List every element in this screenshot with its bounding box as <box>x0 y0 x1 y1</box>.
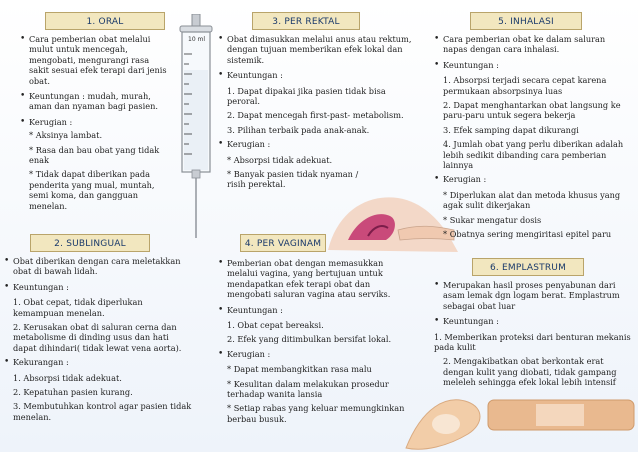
rektal-keuntungan-1: 1. Dapat dipakai jika pasien tidak bisa peroral. <box>227 85 386 107</box>
syringe-label: 10 ml <box>188 36 206 43</box>
inhalasi-keuntungan-2: 2. Dapat menghantarkan obat langsung ke paru-paru untuk segera bekerja <box>443 100 621 121</box>
rektal-section <box>218 34 416 194</box>
header-sublingual: 2. SUBLINGUAL <box>30 234 150 252</box>
oral-kerugian-2: * Rasa dan bau obat yang tidak enak <box>29 144 160 166</box>
vaginam-keuntungan-1: 1. Obat cepat bereaksi. <box>227 320 324 331</box>
bandage-icon <box>402 388 638 452</box>
vaginam-keuntungan-2: 2. Efek yang ditimbulkan bersifat lokal. <box>227 334 392 345</box>
vaginam-kerugian-3: * Setiap rabas yang keluar memungkinkan berbau busuk. <box>227 403 405 424</box>
emplastrum-description: • Merupakan hasil proses penyabunan dari asam lemak dgn logam berat. Emplastrum sebagai obat luar <box>434 280 632 311</box>
inhalasi-keuntungan-3: 3. Efek samping dapat dikurangi <box>443 124 579 135</box>
rektal-kerugian-1: * Absorpsi tidak adekuat. <box>227 154 333 165</box>
rektal-keuntungan-3: 3. Pilihan terbaik pada anak-anak. <box>227 124 370 135</box>
inhalasi-kerugian-1: * Diperlukan alat dan metoda khusus yang agak sulit dikerjakan <box>443 189 621 211</box>
sublingual-kekurangan-1: 1. Absorpsi tidak adekuat. <box>13 372 122 383</box>
oral-description: • Cara pemberian obat melalui mulut untuk mencegah, mengobati, mengurangi rasa sakit sesuai efek terapi dari jenis obat. <box>20 34 170 86</box>
sublingual-kekurangan-3: 3. Membutuhkan kontrol agar pasien tidak menelan. <box>13 401 192 422</box>
syringe-icon <box>172 14 220 240</box>
inhalasi-keuntungan-label: • Keuntungan : <box>434 60 632 70</box>
vaginam-description: • Pemberian obat dengan memasukkan melalui vagina, yang bertujuan untuk mendapatkan efek terapi obat dan mengobati saluran vagina atau serviks. <box>218 258 414 300</box>
emplastrum-keuntungan-label: • Keuntungan : <box>434 316 632 326</box>
sublingual-kekurangan-2: 2. Kepatuhan pasien kurang. <box>13 387 133 398</box>
rektal-kerugian-2: * Banyak pasien tidak nyaman / risih perektal. <box>227 169 359 190</box>
emplastrum-section <box>434 280 632 392</box>
emplastrum-keuntungan-2: 2. Mengakibatkan obat berkontak erat dengan kulit yang diobati, tidak gampang meleleh sehingga efek lokal lebih intensif <box>443 356 617 388</box>
sublingual-keuntungan-2: 2. Kerusakan obat di saluran cerna dan metabolisme di dinding usus dan hati dapat dihindari( tidak lewat vena aorta). <box>13 322 182 353</box>
header-oral: 1. ORAL <box>45 12 165 30</box>
sublingual-section <box>4 256 194 426</box>
rektal-keuntungan-2: 2. Dapat mencegah first-past- metabolism. <box>227 110 404 121</box>
inhalasi-kerugian-3: * Obatnya sering mengiritasi epitel paru <box>443 229 612 240</box>
vaginam-kerugian-label: • Kerugian : <box>218 349 414 359</box>
oral-kerugian-label: • Kerugian : <box>20 117 170 127</box>
rektal-kerugian-label: • Kerugian : <box>218 139 416 149</box>
inhalasi-description: • Cara pemberian obat ke dalam saluran napas dengan cara inhalasi. <box>434 34 632 55</box>
vaginam-kerugian-1: * Dapat membangkitkan rasa malu <box>227 364 372 375</box>
rektal-description: • Obat dimasukkan melalui anus atau rektum, dengan tujuan memberikan efek lokal dan sistemik. <box>218 34 416 65</box>
inhalasi-kerugian-2: * Sukar mengatur dosis <box>443 214 542 225</box>
sublingual-description: • Obat diberikan dengan cara meletakkan obat di bawah lidah. <box>4 256 194 277</box>
header-emplastrum: 6. EMPLASTRUM <box>472 258 584 276</box>
header-inhalasi: 5. INHALASI <box>470 12 582 30</box>
sublingual-keuntungan-1: 1. Obat cepat, tidak diperlukan kemampuan menelan. <box>13 297 143 318</box>
sublingual-keuntungan-label: • Keuntungan : <box>4 282 194 292</box>
emplastrum-keuntungan-1: 1. Memberikan proteksi dari benturan mekanis pada kulit <box>434 331 631 353</box>
header-rektal: 3. PER REKTAL <box>252 12 360 30</box>
oral-keuntungan: • Keuntungan : mudah, murah, aman dan nyaman bagi pasien. <box>20 91 170 112</box>
oral-section <box>20 34 170 215</box>
sublingual-kekurangan-label: • Kekurangan : <box>4 357 194 367</box>
inhalasi-kerugian-label: • Kerugian : <box>434 174 632 184</box>
inhalasi-keuntungan-1: 1. Absorpsi terjadi secara cepat karena permukaan absorpsinya luas <box>443 75 607 96</box>
vaginam-section <box>218 258 414 428</box>
oral-kerugian-1: * Aksinya lambat. <box>29 130 103 141</box>
inhalasi-keuntungan-4: 4. Jumlah obat yang perlu diberikan adalah lebih sedikit dibanding cara pemberian lainnya <box>443 139 624 171</box>
vaginam-keuntungan-label: • Keuntungan : <box>218 305 414 315</box>
vaginam-kerugian-2: * Kesulitan dalam melakukan prosedur terhadap wanita lansia <box>227 378 389 400</box>
inhalasi-section <box>434 34 632 244</box>
rektal-keuntungan-label: • Keuntungan : <box>218 70 416 80</box>
header-vaginam: 4. PER VAGINAM <box>240 234 326 252</box>
oral-kerugian-3: * Tidak dapat diberikan pada penderita yang mual, muntah, semi koma, dan gangguan menelan. <box>29 169 155 211</box>
